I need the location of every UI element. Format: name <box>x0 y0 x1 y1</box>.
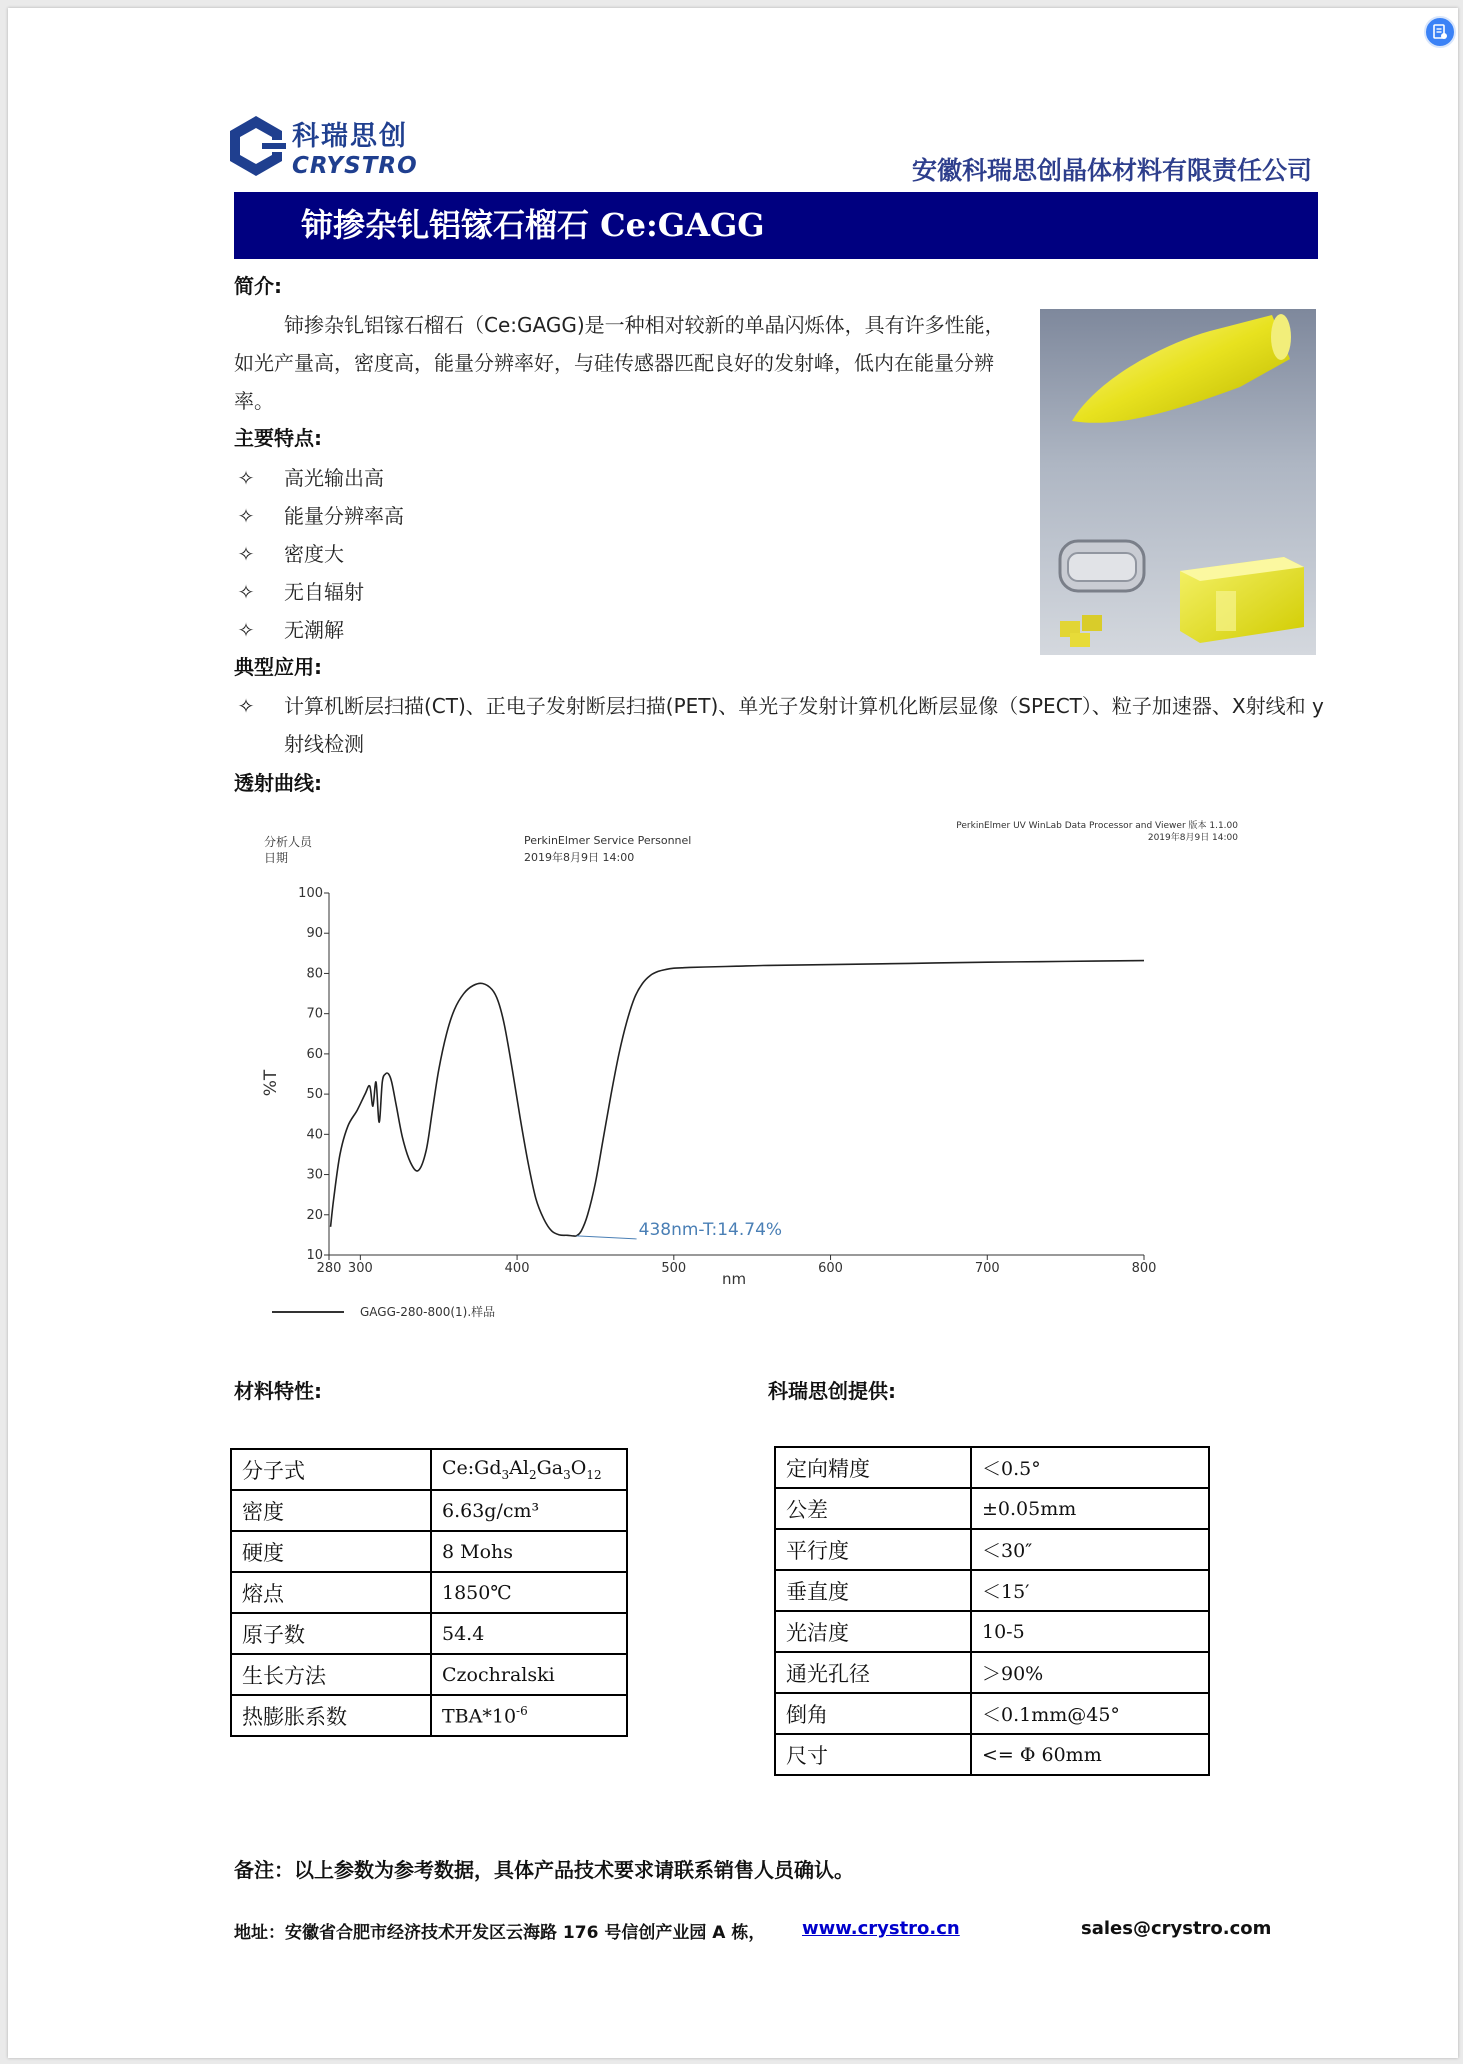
website-link[interactable]: www.crystro.cn <box>802 1918 960 1939</box>
table-row <box>231 1490 627 1531</box>
table-row <box>231 1695 627 1736</box>
chart-header-date-label: 日期 <box>264 851 289 865</box>
series-line-gagg <box>331 961 1144 1237</box>
feature-label: 无自辐射 <box>284 580 364 604</box>
property-value: 8 Mohs <box>431 1531 627 1572</box>
chart-header-software: PerkinElmer UV WinLab Data Processor and Viewer 版本 1.1.00 <box>956 821 1238 831</box>
property-name: 硬度 <box>231 1531 431 1572</box>
chart-header-operator-date: 2019年8月9日 14:00 <box>524 851 635 864</box>
remark-note: 备注：以上参数为参考数据，具体产品技术要求请联系销售人员确认。 <box>234 1858 854 1882</box>
spec-value: ＜0.5° <box>971 1447 1209 1488</box>
x-tick-label: 400 <box>504 1261 530 1276</box>
spec-value: ＜0.1mm@45° <box>971 1693 1209 1734</box>
star-bullet-icon: ✧ <box>237 466 255 490</box>
applications-item <box>234 687 1344 763</box>
x-tick-label: 300 <box>347 1261 373 1276</box>
supply-heading: 科瑞思创提供: <box>768 1379 896 1403</box>
intro-text: 铈掺杂钆铝镓石榴石（Ce:GAGG)是一种相对较新的单晶闪烁体，具有许多性能，如光产量高，密度高，能量分辨率好，与硅传感器匹配良好的发射峰，低内在能量分辨率。 <box>234 313 1005 413</box>
property-value: 6.63g/cm³ <box>431 1490 627 1531</box>
spec-value: 10-5 <box>971 1611 1209 1652</box>
x-tick-label: 600 <box>818 1261 843 1276</box>
x-tick-label: 280 <box>316 1261 342 1276</box>
table-row <box>775 1570 1209 1611</box>
y-tick-label: 70 <box>306 1006 323 1022</box>
y-tick-label: 20 <box>306 1207 323 1223</box>
page-title: 铈掺杂钆铝镓石榴石 Ce:GAGG <box>301 206 765 244</box>
supply-table <box>774 1446 1210 1776</box>
property-name: 熔点 <box>231 1572 431 1613</box>
property-value: 1850℃ <box>431 1572 627 1613</box>
feature-label: 高光输出高 <box>284 466 384 490</box>
table-row <box>775 1734 1209 1775</box>
property-name: 生长方法 <box>231 1654 431 1695</box>
star-bullet-icon: ✧ <box>237 618 255 642</box>
chart-svg <box>234 798 1244 1318</box>
company-name: 安徽科瑞思创晶体材料有限责任公司 <box>911 156 1312 185</box>
table-row <box>775 1488 1209 1529</box>
annotation-leader <box>577 1236 637 1239</box>
star-bullet-icon: ✧ <box>237 542 255 566</box>
table-row <box>775 1693 1209 1734</box>
y-tick-label: 10 <box>306 1248 323 1263</box>
floating-tool-button[interactable] <box>1424 16 1456 48</box>
y-tick-label: 50 <box>306 1087 323 1103</box>
feature-label: 无潮解 <box>284 618 344 642</box>
y-tick-label: 60 <box>306 1046 323 1062</box>
table-row <box>231 1572 627 1613</box>
property-name: 热膨胀系数 <box>231 1695 431 1736</box>
spec-name: 光洁度 <box>775 1611 971 1652</box>
annotation-label: 438nm-T:14.74% <box>638 1219 783 1240</box>
table-row <box>231 1531 627 1572</box>
property-value: $TBA*10^{-6}$ <box>431 1695 627 1736</box>
spec-name: 尺寸 <box>775 1734 971 1775</box>
y-tick-label: 30 <box>306 1167 323 1183</box>
applications-text: 计算机断层扫描(CT)、正电子发射断层扫描(PET)、单光子发射计算机化断层显像（SPECT）、粒子加速器、X射线和 y 射线检测 <box>284 694 1324 756</box>
x-tick-label: 700 <box>974 1261 1000 1276</box>
y-tick-label: 40 <box>306 1127 323 1143</box>
document-tool-icon <box>1432 24 1448 40</box>
feature-label: 能量分辨率高 <box>284 504 404 528</box>
table-row <box>775 1652 1209 1693</box>
title-bar <box>234 192 1318 259</box>
applications-heading: 典型应用: <box>234 655 322 679</box>
spec-name: 倒角 <box>775 1693 971 1734</box>
spec-name: 公差 <box>775 1488 971 1529</box>
chart-header-analyst-label: 分析人员 <box>264 835 313 849</box>
y-tick-label: 90 <box>306 926 323 942</box>
footer-email: sales@crystro.com <box>1081 1918 1272 1939</box>
property-value: 54.4 <box>431 1613 627 1654</box>
chart-header-operator: PerkinElmer Service Personnel <box>524 834 692 847</box>
transmission-heading: 透射曲线: <box>234 771 322 795</box>
product-photo <box>1040 309 1316 655</box>
table-row <box>775 1529 1209 1570</box>
spec-value: ＜30″ <box>971 1529 1209 1570</box>
spec-value: ＜15′ <box>971 1570 1209 1611</box>
star-bullet-icon: ✧ <box>237 580 255 604</box>
property-value-formula: $Ce:Gd_3Al_2Ga_3O_{12}$ <box>431 1449 627 1490</box>
logo-en-text: CRYSTRO <box>292 153 418 179</box>
feature-label: 密度大 <box>284 542 344 566</box>
x-tick-label: 800 <box>1131 1261 1157 1276</box>
company-logo <box>226 112 416 182</box>
footer-address: 地址：安徽省合肥市经济技术开发区云海路 176 号信创产业园 A 栋， <box>234 1923 766 1943</box>
table-row <box>775 1447 1209 1488</box>
legend-label: GAGG-280-800(1).样品 <box>360 1305 496 1318</box>
y-tick-label: 80 <box>306 966 323 982</box>
spec-value: <= Φ 60mm <box>971 1734 1209 1775</box>
property-name: 分子式 <box>231 1449 431 1490</box>
table-row <box>231 1449 627 1490</box>
features-heading: 主要特点: <box>234 426 322 450</box>
x-axis-label: nm <box>721 1270 747 1288</box>
spec-value: ±0.05mm <box>971 1488 1209 1529</box>
y-tick-label: 100 <box>298 886 323 901</box>
table-row <box>231 1654 627 1695</box>
property-name: 密度 <box>231 1490 431 1531</box>
property-value: Czochralski <box>431 1654 627 1695</box>
chart-header-software-date: 2019年8月9日 14:00 <box>1147 833 1238 843</box>
intro-heading: 简介: <box>234 274 282 298</box>
properties-heading: 材料特性: <box>234 1379 322 1403</box>
spec-name: 定向精度 <box>775 1447 971 1488</box>
y-axis-label: %T <box>261 1069 281 1097</box>
spec-value: ＞90% <box>971 1652 1209 1693</box>
x-tick-label: 500 <box>661 1261 687 1276</box>
property-name: 原子数 <box>231 1613 431 1654</box>
properties-table <box>230 1448 628 1737</box>
star-bullet-icon: ✧ <box>237 504 255 528</box>
table-row <box>231 1613 627 1654</box>
spec-name: 垂直度 <box>775 1570 971 1611</box>
star-bullet-icon: ✧ <box>237 694 255 718</box>
document-page <box>8 8 1458 2058</box>
spec-name: 通光孔径 <box>775 1652 971 1693</box>
transmission-chart <box>234 798 1244 1318</box>
table-row <box>775 1611 1209 1652</box>
logo-mark-icon <box>226 114 286 178</box>
logo-cn-text: 科瑞思创 <box>292 121 408 152</box>
spec-name: 平行度 <box>775 1529 971 1570</box>
